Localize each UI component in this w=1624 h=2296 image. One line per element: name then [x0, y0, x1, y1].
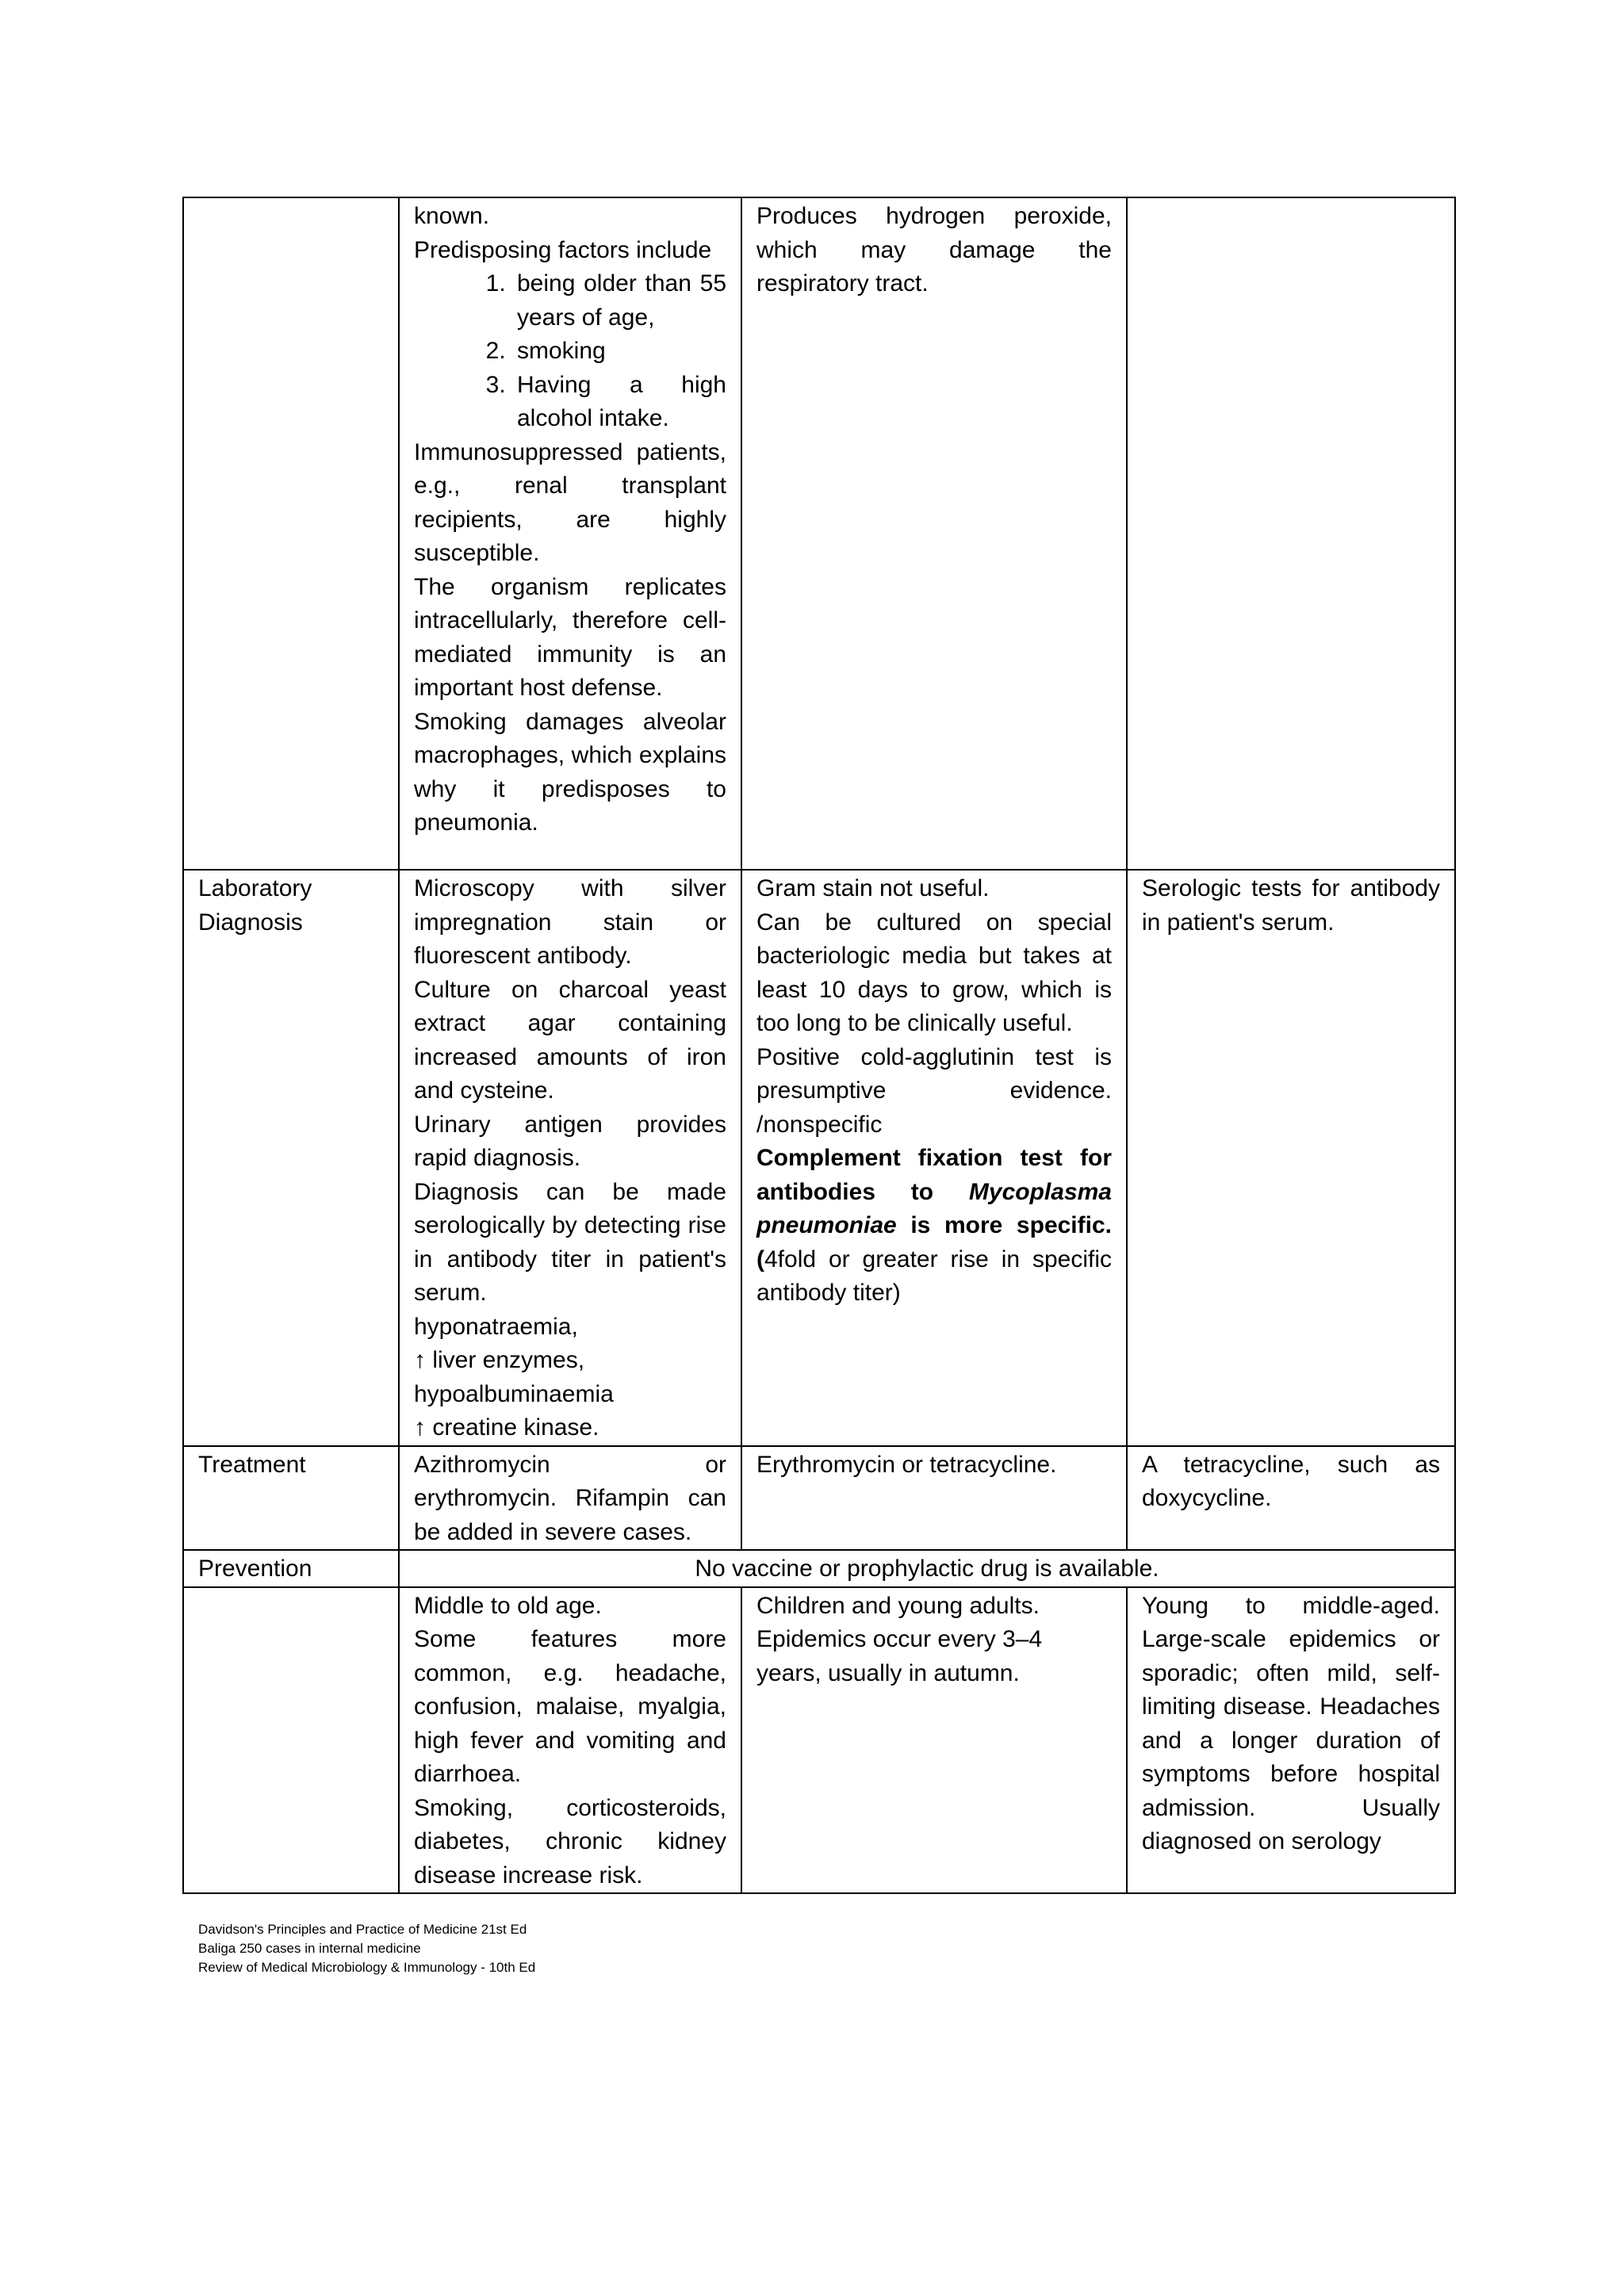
cell-col2	[741, 1446, 1127, 1551]
cell-col1	[399, 870, 741, 1446]
cell-col1	[399, 1587, 741, 1894]
predisposing-factors-list	[414, 267, 726, 436]
cell-col1	[399, 1446, 741, 1551]
cell-text: known.	[414, 203, 490, 229]
cell-text: hyponatraemia,	[414, 1313, 578, 1340]
merged-cell	[399, 1550, 1455, 1587]
cell-col3	[1127, 197, 1455, 870]
cell-col1	[399, 197, 741, 870]
cell-text: Microscopy with silver impregnation stain or fluorescent antibody.	[414, 875, 726, 969]
reference-item: Davidson's Principles and Practice of Medicine 21st Ed	[198, 1922, 527, 1937]
organism-name: Mycoplasma pneumoniae	[756, 1178, 1112, 1238]
cell-text: Epidemics occur every 3–4 years, usually in autumn.	[756, 1626, 1043, 1686]
cell-text: ↑ creatine kinase.	[414, 1414, 599, 1441]
cell-col2	[741, 1587, 1127, 1894]
cell-text: Can be cultured on special bacteriologic media but takes at least 10 days to grow, which is too long to be clinically useful.	[756, 909, 1112, 1036]
table-row	[183, 197, 1455, 870]
bold-text: (	[756, 1246, 764, 1272]
cell-text: Erythromycin or tetracycline.	[756, 1451, 1057, 1478]
table-row	[183, 1587, 1455, 1894]
cell-text: Azithromycin or erythromycin. Rifampin can be added in severe cases.	[414, 1451, 726, 1545]
row-label: Laboratory Diagnosis	[198, 875, 312, 936]
cell-text: Smoking, corticosteroids, diabetes, chronic kidney disease increase risk.	[414, 1794, 726, 1888]
list-item: 1. being older than 55 years of age,	[512, 267, 726, 335]
cell-col2	[741, 870, 1127, 1446]
specific-test-text	[756, 1142, 1112, 1311]
cell-text: Urinary antigen provides rapid diagnosis.	[414, 1111, 726, 1171]
cell-col2	[741, 197, 1127, 870]
row-label-cell	[183, 1550, 399, 1587]
references	[198, 1920, 535, 1977]
row-label-cell	[183, 1587, 399, 1894]
cell-text: Diagnosis can be made serologically by detecting rise in antibody titer in patient's serum.	[414, 1178, 726, 1306]
cell-text: Gram stain not useful.	[756, 875, 990, 901]
cell-text: Children and young adults.	[756, 1592, 1040, 1619]
cell-text: The organism replicates intracellularly, therefore cell-mediated immunity is an important host defense.	[414, 573, 726, 701]
cell-text: Culture on charcoal yeast extract agar containing increased amounts of iron and cysteine.	[414, 976, 726, 1104]
row-label: Treatment	[198, 1451, 306, 1478]
table-row	[183, 1446, 1455, 1551]
cell-text: Produces hydrogen peroxide, which may damage the respiratory tract.	[756, 203, 1112, 297]
row-label-cell	[183, 870, 399, 1446]
cell-text: Middle to old age.	[414, 1592, 602, 1619]
reference-item: Review of Medical Microbiology & Immunology - 10th Ed	[198, 1960, 536, 1975]
cell-text: Young to middle-aged. Large-scale epidemics or sporadic; often mild, self-limiting disease. Headaches and a longer duration of symptoms before hospital admission. Usually diagnosed on serology	[1142, 1592, 1440, 1854]
cell-text: Some features more common, e.g. headache, confusion, malaise, myalgia, high fever and vomiting and diarrhoea.	[414, 1626, 726, 1787]
comparison-table	[182, 197, 1456, 1894]
cell-col3	[1127, 1587, 1455, 1894]
cell-text: 4fold or greater rise in specific antibody titer)	[756, 1246, 1112, 1306]
cell-text: Smoking damages alveolar macrophages, which explains why it predisposes to pneumonia.	[414, 708, 726, 836]
cell-text: No vaccine or prophylactic drug is available.	[695, 1556, 1159, 1582]
bold-text: Complement fixation test for antibodies to	[756, 1145, 1112, 1205]
row-label-cell	[183, 197, 399, 870]
cell-text: hypoalbuminaemia	[414, 1380, 614, 1407]
cell-text: Serologic tests for antibody in patient's serum.	[1142, 875, 1440, 936]
row-label-cell	[183, 1446, 399, 1551]
bold-text: is more specific.	[896, 1212, 1112, 1238]
list-item: 3. Having a high alcohol intake.	[512, 369, 726, 436]
row-label: Prevention	[198, 1556, 312, 1582]
cell-text: ↑ liver enzymes,	[414, 1347, 585, 1373]
list-item: 2. smoking	[512, 335, 726, 369]
cell-text: Positive cold-agglutinin test is presumptive evidence. /nonspecific	[756, 1043, 1112, 1138]
reference-item: Baliga 250 cases in internal medicine	[198, 1941, 421, 1956]
cell-text: Immunosuppressed patients, e.g., renal transplant recipients, are highly susceptible.	[414, 438, 726, 566]
cell-col3	[1127, 870, 1455, 1446]
cell-col3	[1127, 1446, 1455, 1551]
cell-text: Predisposing factors include	[414, 236, 712, 263]
cell-text: A tetracycline, such as doxycycline.	[1142, 1451, 1440, 1511]
table-row	[183, 870, 1455, 1446]
table-row	[183, 1550, 1455, 1587]
